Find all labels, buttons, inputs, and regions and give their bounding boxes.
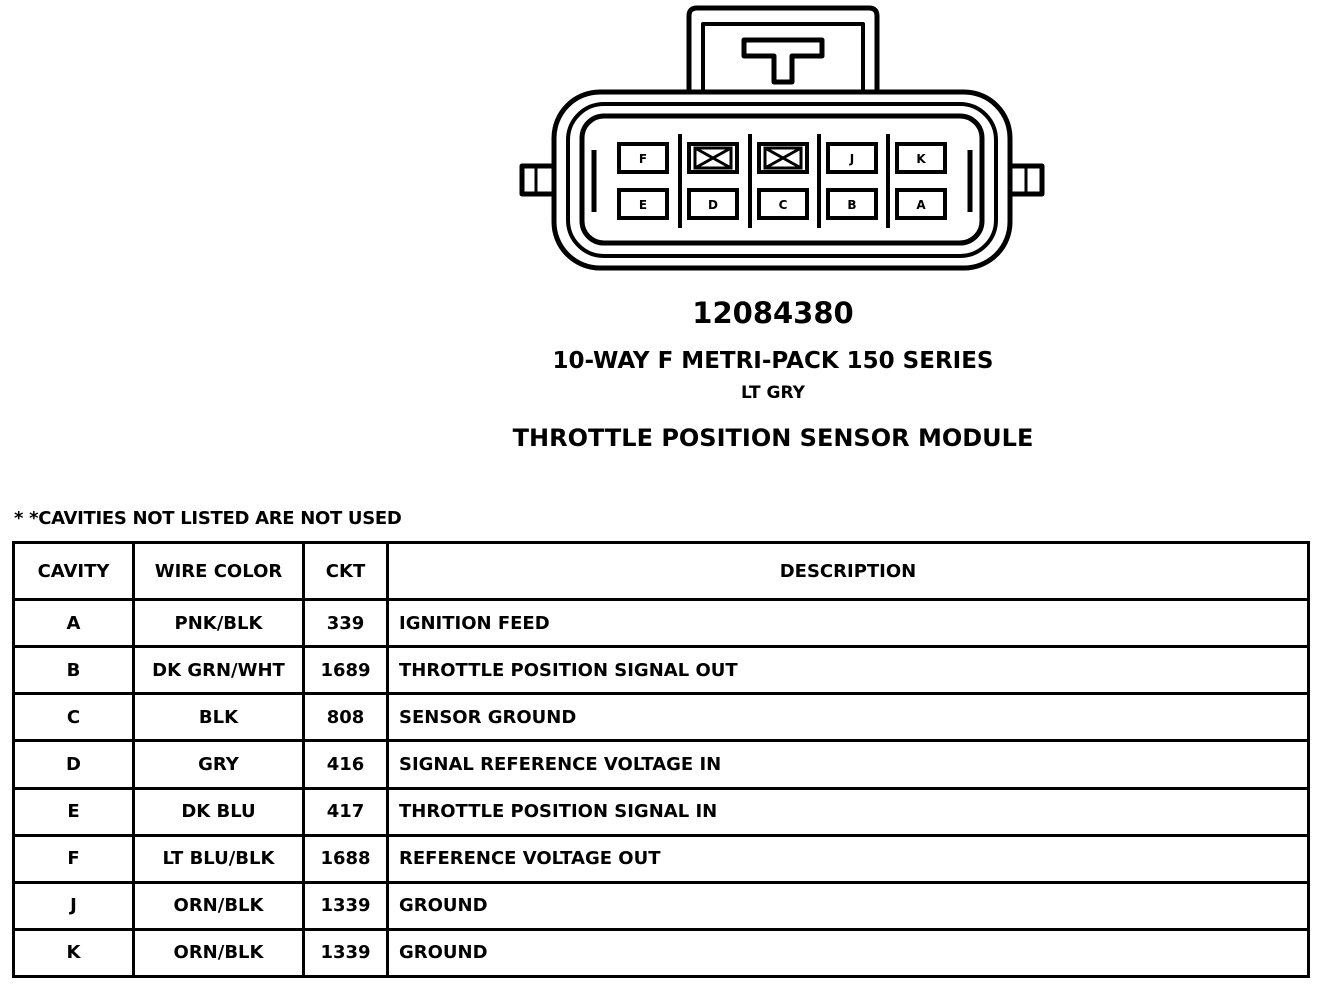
cavity-unused [689, 144, 737, 172]
cell-cavity: F [14, 835, 134, 882]
cell-ckt: 1689 [304, 647, 388, 694]
header-description: DESCRIPTION [388, 543, 1309, 600]
cell-wire-color: ORN/BLK [134, 882, 304, 929]
latch-t-symbol [744, 40, 822, 82]
table-row [14, 600, 1309, 647]
cell-wire-color: ORN/BLK [134, 929, 304, 976]
cell-description: GROUND [388, 882, 1309, 929]
cell-cavity: E [14, 788, 134, 835]
cell-ckt: 808 [304, 694, 388, 741]
table-row [14, 882, 1309, 929]
cavity-label: A [916, 198, 926, 212]
cavity-label: B [847, 198, 857, 212]
header-wire-color: WIRE COLOR [134, 543, 304, 600]
cell-wire-color: BLK [134, 694, 304, 741]
cavity-label: K [916, 152, 926, 166]
cell-ckt: 1339 [304, 882, 388, 929]
cell-cavity: K [14, 929, 134, 976]
cell-description: THROTTLE POSITION SIGNAL IN [388, 788, 1309, 835]
table-row [14, 647, 1309, 694]
cavity [897, 190, 945, 218]
cavity [759, 190, 807, 218]
cell-description: REFERENCE VOLTAGE OUT [388, 835, 1309, 882]
table-row [14, 694, 1309, 741]
connector-left-ear [522, 166, 554, 194]
table-row [14, 741, 1309, 788]
cavity [689, 190, 737, 218]
cavity-label: E [638, 198, 648, 212]
cell-wire-color: DK BLU [134, 788, 304, 835]
cell-wire-color: GRY [134, 741, 304, 788]
pinout-table [12, 541, 1310, 978]
cell-description: SENSOR GROUND [388, 694, 1309, 741]
cell-ckt: 1688 [304, 835, 388, 882]
cell-cavity: C [14, 694, 134, 741]
cavity-group [619, 144, 945, 218]
unused-cavities-note: * *CAVITIES NOT LISTED ARE NOT USED [14, 508, 402, 529]
cell-wire-color: DK GRN/WHT [134, 647, 304, 694]
header-ckt: CKT [304, 543, 388, 600]
cavity-label: D [708, 198, 718, 212]
cavity [619, 144, 667, 172]
cell-cavity: D [14, 741, 134, 788]
table-row [14, 929, 1309, 976]
connector-series: 10-WAY F METRI-PACK 150 SERIES [552, 348, 994, 374]
cavity-label: F [638, 152, 648, 166]
cell-cavity: B [14, 647, 134, 694]
part-number: 12084380 [692, 296, 854, 330]
cavity [619, 190, 667, 218]
cavity [828, 190, 876, 218]
cell-cavity: A [14, 600, 134, 647]
connector-latch [689, 8, 877, 92]
cell-description: IGNITION FEED [388, 600, 1309, 647]
header-cavity: CAVITY [14, 543, 134, 600]
cell-cavity: J [14, 882, 134, 929]
table-row [14, 835, 1309, 882]
cavity-label: J [849, 152, 855, 166]
table-header-row [14, 543, 1309, 600]
cell-ckt: 416 [304, 741, 388, 788]
table-row [14, 788, 1309, 835]
cavity-label: C [778, 198, 788, 212]
cell-description: GROUND [388, 929, 1309, 976]
cell-wire-color: LT BLU/BLK [134, 835, 304, 882]
cavity [897, 144, 945, 172]
cavity-unused [759, 144, 807, 172]
connector-color: LT GRY [741, 383, 805, 403]
cell-ckt: 417 [304, 788, 388, 835]
cell-ckt: 339 [304, 600, 388, 647]
cell-ckt: 1339 [304, 929, 388, 976]
module-name: THROTTLE POSITION SENSOR MODULE [512, 424, 1034, 452]
cell-description: SIGNAL REFERENCE VOLTAGE IN [388, 741, 1309, 788]
cell-description: THROTTLE POSITION SIGNAL OUT [388, 647, 1309, 694]
connector-diagram [0, 0, 1328, 290]
cell-wire-color: PNK/BLK [134, 600, 304, 647]
cavity [828, 144, 876, 172]
